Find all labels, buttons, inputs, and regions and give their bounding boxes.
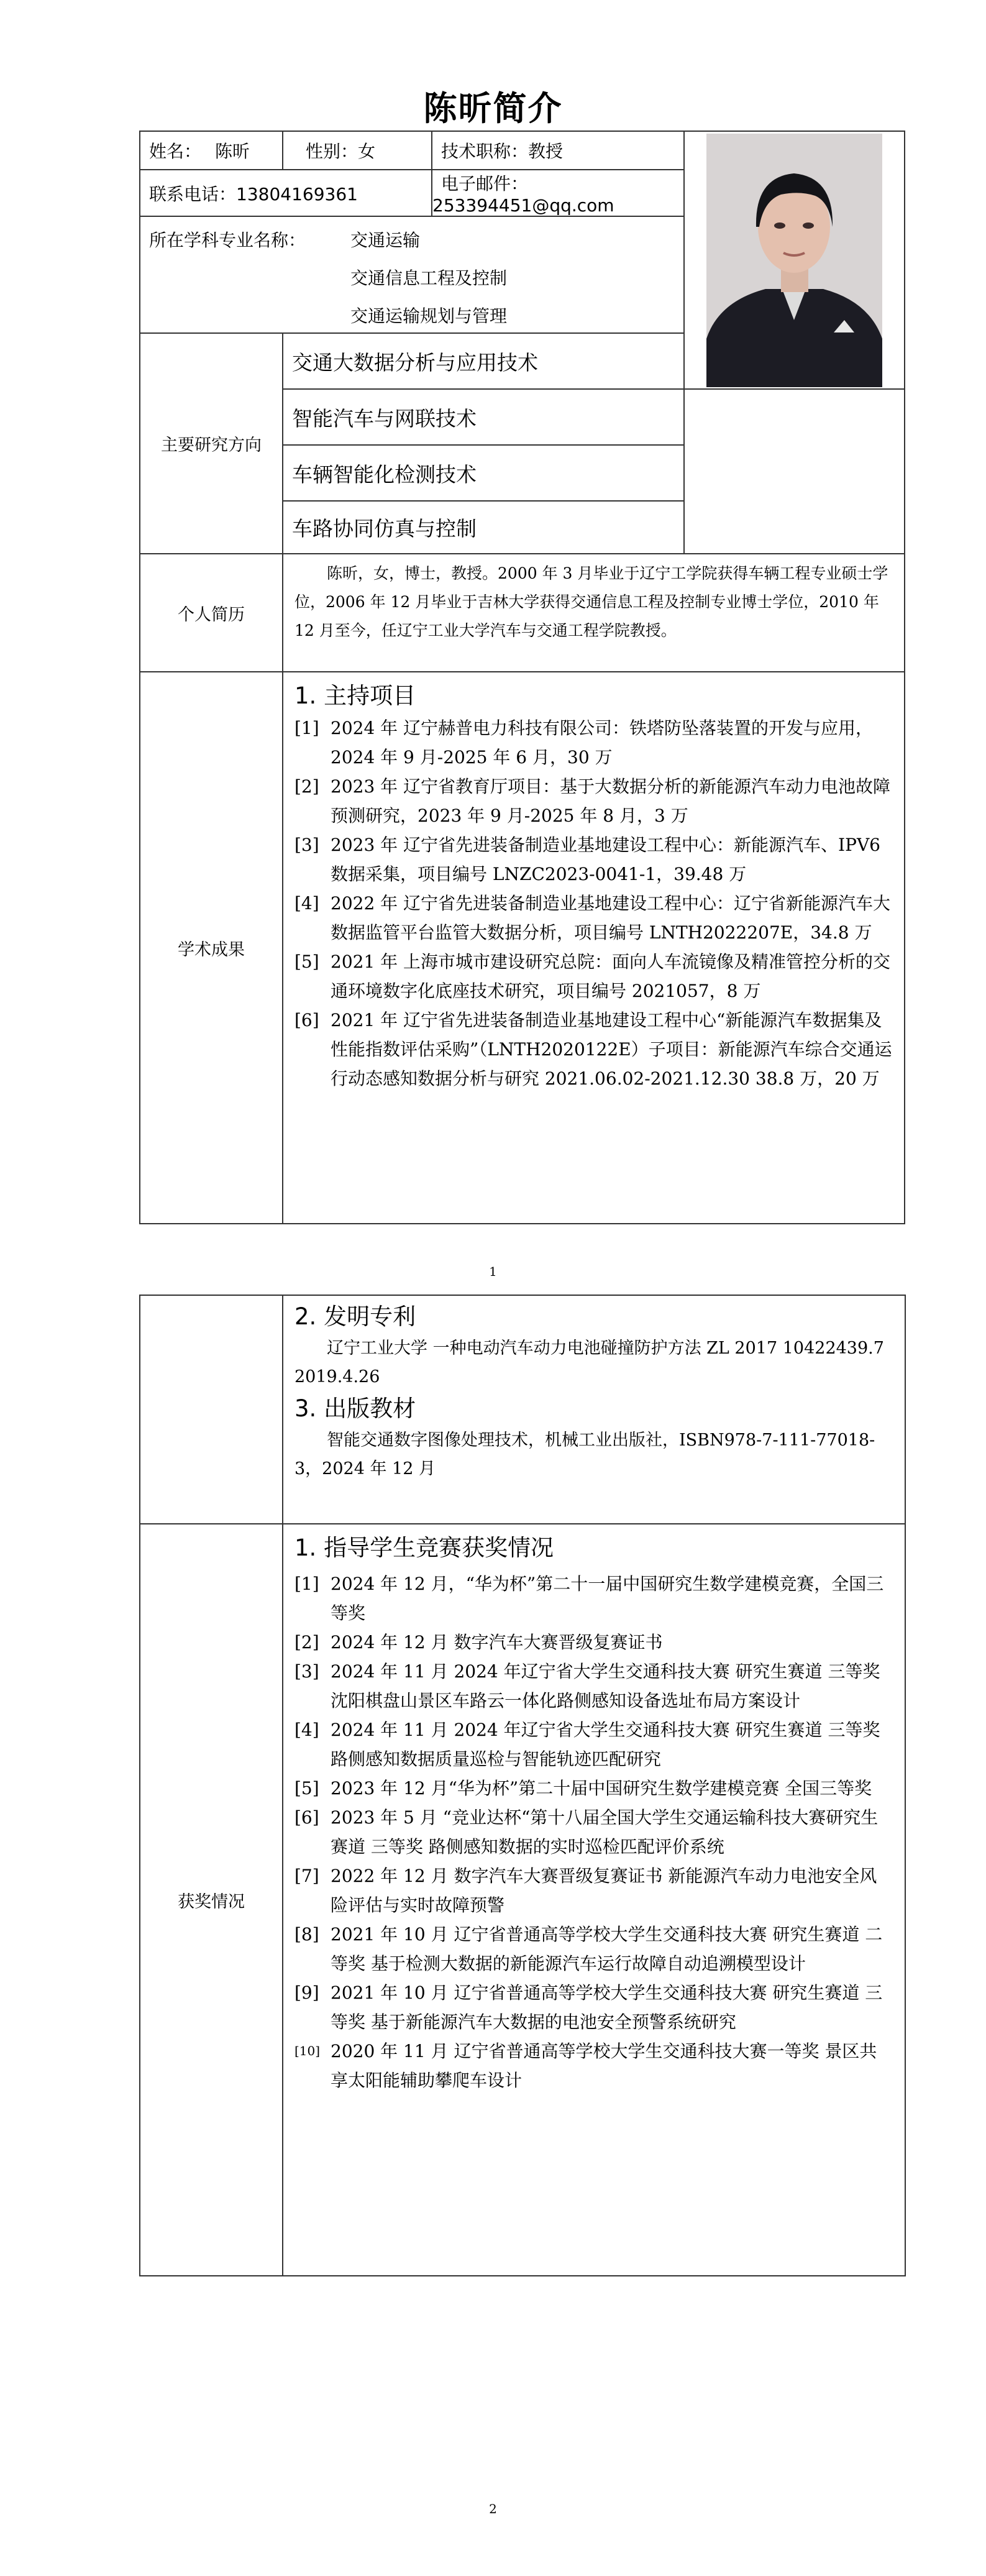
list-item: [7] 2022 年 12 月 数字汽车大赛晋级复赛证书 新能源汽车动力电池安全风险评估与实时故障预警 [294, 1866, 877, 1915]
rank-value: 教授 [528, 141, 564, 162]
discipline-3: 交通运输规划与管理 [350, 306, 508, 326]
achievements-continued-table [139, 1295, 906, 2276]
list-item: [4] 2024 年 11 月 2024 年辽宁省大学生交通科技大赛 研究生赛道 三等奖 路侧感知数据质量巡检与智能轨迹匹配研究 [294, 1720, 880, 1769]
awards-cell [283, 1524, 905, 2276]
page-title: 陈昕简介 [423, 89, 563, 128]
page-number: 1 [489, 1264, 497, 1279]
list-item: [6] 2021 年 辽宁省先进装备制造业基地建设工程中心“新能源汽车数据集及性能指数评估采购”（LNTH2020122E）子项目：新能源汽车综合交通运行动态感知数据分析与研究 2021.06.02-2021.12.30 38.8 万，20 万 [294, 1010, 892, 1089]
list-item: [6] 2023 年 5 月 “竞业达杯“第十八届全国大学生交通运输科技大赛研究生赛道 三等奖 路侧感知数据的实时巡检匹配评价系统 [294, 1807, 879, 1857]
patents-heading: 2. 发明专利 [294, 1303, 416, 1330]
research-label: 主要研究方向 [140, 333, 283, 554]
profile-table [139, 131, 905, 1224]
list-item: [9] 2021 年 10 月 辽宁省普通高等学校大学生交通科技大赛 研究生赛道 三等奖 基于新能源汽车大数据的电池安全预警系统研究 [294, 1982, 883, 2032]
gender-value: 女 [358, 141, 376, 162]
list-item: [2] 2024 年 12 月 数字汽车大赛晋级复赛证书 [294, 1632, 663, 1652]
research-direction: 智能汽车与网联技术 [283, 389, 684, 445]
list-item: [2] 2023 年 辽宁省教育厅项目：基于大数据分析的新能源汽车动力电池故障预测研究，2023 年 9 月-2025 年 8 月，3 万 [294, 776, 891, 826]
achievements-label: 学术成果 [140, 672, 283, 1224]
projects-list [294, 713, 893, 1093]
projects-heading: 1. 主持项目 [294, 682, 416, 709]
rank-cell: 技术职称：教授 [432, 131, 684, 170]
research-direction: 车辆智能化检测技术 [283, 445, 684, 501]
discipline-2: 交通信息工程及控制 [350, 268, 508, 288]
textbook-text: 智能交通数字图像处理技术，机械工业出版社，ISBN978-7-111-77018-3，2024 年 12 月 [294, 1431, 875, 1478]
list-item: [1] 2024 年 辽宁赫普电力科技有限公司：铁塔防坠落装置的开发与应用，2024 年 9 月-2025 年 6 月，30 万 [294, 718, 874, 768]
list-item: [3] 2023 年 辽宁省先进装备制造业基地建设工程中心：新能源汽车、IPV6 数据采集，项目编号 LNZC2023-0041-1，39.48 万 [294, 835, 880, 884]
patents-textbooks-cell [283, 1295, 905, 1524]
discipline-1: 交通运输 [350, 230, 421, 250]
portrait-photo [706, 134, 882, 387]
name-value: 陈昕 [215, 141, 250, 162]
discipline-cell [140, 216, 684, 333]
awards-list [294, 1569, 893, 2095]
person-silhouette-icon [706, 134, 882, 387]
awards-label: 获奖情况 [140, 1524, 283, 2276]
phone-value: 13804169361 [236, 183, 358, 204]
continued-label-cell [140, 1295, 283, 1524]
email-value: 253394451@qq.com [432, 195, 614, 216]
awards-heading: 1. 指导学生竞赛获奖情况 [294, 1534, 554, 1561]
list-item: [1] 2024 年 12 月，“华为杯”第二十一届中国研究生数学建模竞赛，全国三等奖 [294, 1574, 884, 1623]
page-number: 2 [489, 2501, 497, 2516]
achievements-cell [283, 672, 905, 1224]
textbooks-heading: 3. 出版教材 [294, 1395, 416, 1422]
photo-cell [684, 131, 905, 389]
bio-label: 个人简历 [140, 554, 283, 672]
name-cell: 姓名： 陈昕 [140, 131, 283, 170]
patent-text: 辽宁工业大学 一种电动汽车动力电池碰撞防护方法 ZL 2017 10422439.7 2019.4.26 [294, 1339, 884, 1387]
list-item: [4] 2022 年 辽宁省先进装备制造业基地建设工程中心：辽宁省新能源汽车大数据监管平台监管大数据分析，项目编号 LNTH2022207E，34.8 万 [294, 893, 891, 943]
list-item: [5] 2023 年 12 月“华为杯”第二十届中国研究生数学建模竞赛 全国三等奖 [294, 1778, 872, 1799]
list-item: [3] 2024 年 11 月 2024 年辽宁省大学生交通科技大赛 研究生赛道 三等奖 沈阳棋盘山景区车路云一体化路侧感知设备选址布局方案设计 [294, 1661, 880, 1711]
blank-cell [684, 389, 905, 554]
phone-cell: 联系电话：13804169361 [140, 170, 432, 216]
bio-text: 陈昕，女，博士，教授。2000 年 3 月毕业于辽宁工学院获得车辆工程专业硕士学位，2006 年 12 月毕业于吉林大学获得交通信息工程及控制专业博士学位，2010 年 12 月至今，任辽宁工业大学汽车与交通工程学院教授。 [294, 564, 888, 639]
list-item: [5] 2021 年 上海市城市建设研究总院：面向人车流镜像及精准管控分析的交通环境数字化底座技术研究，项目编号 2021057，8 万 [294, 951, 891, 1001]
email-cell: 电子邮件：253394451@qq.com [432, 170, 684, 216]
list-item: [8] 2021 年 10 月 辽宁省普通高等学校大学生交通科技大赛 研究生赛道 二等奖 基于检测大数据的新能源汽车运行故障自动追溯模型设计 [294, 1924, 883, 1974]
bio-cell [283, 554, 905, 672]
gender-cell: 性别：女 [283, 131, 432, 170]
list-item: [10] 2020 年 11 月 辽宁省普通高等学校大学生交通科技大赛一等奖 景区共享太阳能辅助攀爬车设计 [294, 2041, 877, 2091]
discipline-label: 所在学科专业名称： [149, 230, 306, 250]
research-direction: 车路协同仿真与控制 [283, 501, 684, 554]
research-direction: 交通大数据分析与应用技术 [283, 333, 684, 389]
